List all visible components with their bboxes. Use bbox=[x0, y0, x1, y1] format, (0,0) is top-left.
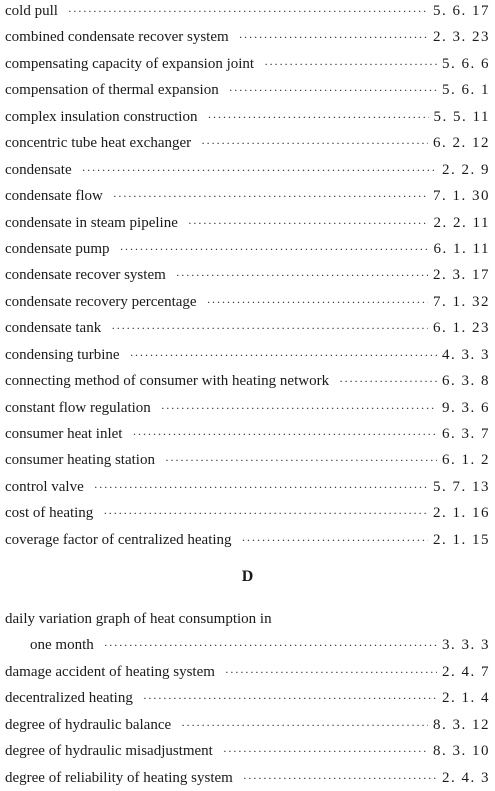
index-term: condensate bbox=[5, 161, 72, 178]
index-entry bbox=[5, 0, 490, 24]
dot-leader bbox=[188, 210, 429, 236]
index-entry bbox=[5, 474, 490, 500]
index-entry bbox=[5, 183, 490, 209]
index-ref: 6. 3. 8 bbox=[442, 373, 490, 390]
index-term: control valve bbox=[5, 478, 84, 495]
index-ref: 4. 3. 3 bbox=[442, 346, 490, 363]
index-ref: 2. 2. 9 bbox=[442, 161, 490, 178]
index-term: daily variation graph of heat consumption in bbox=[5, 611, 272, 627]
index-term: degree of hydraulic misadjustment bbox=[5, 743, 213, 760]
index-entry bbox=[5, 24, 490, 50]
index-term: connecting method of consumer with heating network bbox=[5, 373, 330, 390]
dot-leader bbox=[103, 500, 428, 526]
dot-leader bbox=[130, 342, 437, 368]
index-term: condensate flow bbox=[5, 188, 103, 205]
index-ref: 6. 3. 7 bbox=[442, 426, 490, 442]
index-entry bbox=[5, 51, 490, 77]
index-entry bbox=[5, 395, 490, 421]
index-ref: 5. 5. 11 bbox=[433, 108, 490, 125]
dot-leader bbox=[207, 289, 428, 315]
index-ref: 9. 3. 6 bbox=[442, 399, 490, 416]
index-ref: 5. 7. 13 bbox=[433, 478, 490, 495]
dot-leader bbox=[113, 183, 428, 209]
index-term: combined condensate recover system bbox=[5, 29, 229, 46]
index-term: compensation of thermal expansion bbox=[5, 82, 219, 99]
index-ref: 8. 3. 10 bbox=[433, 743, 490, 760]
index-term: degree of hydraulic balance bbox=[5, 716, 172, 733]
index-ref: 3. 3. 3 bbox=[442, 637, 490, 654]
dot-leader bbox=[229, 77, 437, 103]
index-ref: 8. 3. 12 bbox=[433, 716, 490, 733]
dot-leader bbox=[161, 395, 437, 421]
index-term: coverage factor of centralized heating bbox=[5, 531, 232, 548]
index-ref: 7. 1. 32 bbox=[433, 293, 490, 310]
index-entry bbox=[5, 130, 490, 156]
dot-leader bbox=[243, 765, 437, 791]
dot-leader bbox=[104, 632, 437, 658]
index-ref: 6. 1. 11 bbox=[433, 240, 490, 257]
index-term: condensate recover system bbox=[5, 267, 166, 284]
index-term: constant flow regulation bbox=[5, 399, 151, 416]
index-entry bbox=[5, 157, 490, 183]
index-entry bbox=[5, 421, 490, 447]
dot-leader bbox=[165, 447, 437, 473]
index-ref: 5. 6. 6 bbox=[442, 55, 490, 72]
index-entry bbox=[5, 104, 490, 130]
index-ref: 7. 1. 30 bbox=[433, 188, 490, 205]
index-term: cold pull bbox=[5, 3, 58, 19]
index-entry bbox=[5, 210, 490, 236]
index-term: one month bbox=[30, 637, 94, 654]
index-term: compensating capacity of expansion joint bbox=[5, 55, 255, 72]
section-letter-heading: D bbox=[241, 568, 254, 585]
dot-leader bbox=[132, 421, 437, 447]
index-entry bbox=[5, 659, 490, 685]
index-term: condensate recovery percentage bbox=[5, 293, 197, 310]
index-ref: 6. 2. 12 bbox=[433, 135, 490, 152]
index-entry bbox=[5, 236, 490, 262]
index-ref: 2. 1. 4 bbox=[442, 690, 490, 707]
dot-leader bbox=[242, 527, 428, 553]
index-term: degree of reliability of heating system bbox=[5, 769, 233, 786]
dot-leader bbox=[120, 236, 429, 262]
index-term: decentralized heating bbox=[5, 690, 133, 707]
index-term: concentric tube heat exchanger bbox=[5, 135, 192, 152]
index-entry bbox=[5, 289, 490, 315]
dot-leader bbox=[143, 685, 437, 711]
dot-leader bbox=[264, 51, 437, 77]
index-entry bbox=[5, 738, 490, 764]
dot-leader bbox=[201, 130, 428, 156]
dot-leader bbox=[339, 368, 437, 394]
dot-leader bbox=[111, 315, 428, 341]
dot-leader bbox=[181, 712, 428, 738]
index-entry bbox=[5, 315, 490, 341]
index-ref: 2. 3. 17 bbox=[433, 267, 490, 284]
index-ref: 5. 6. 17 bbox=[433, 3, 490, 19]
index-ref: 2. 3. 23 bbox=[433, 29, 490, 46]
index-term: cost of heating bbox=[5, 505, 94, 522]
index-list-c bbox=[5, 0, 490, 553]
index-ref: 2. 1. 16 bbox=[433, 505, 490, 522]
index-entry bbox=[5, 77, 490, 103]
index-ref: 6. 1. 23 bbox=[433, 320, 490, 337]
index-term: condensate pump bbox=[5, 240, 110, 257]
index-term: damage accident of heating system bbox=[5, 663, 215, 680]
dot-leader bbox=[82, 157, 437, 183]
index-entry-continuation bbox=[5, 632, 490, 658]
index-entry bbox=[5, 765, 490, 791]
index-ref: 6. 1. 2 bbox=[442, 452, 490, 469]
index-list-d bbox=[5, 606, 490, 791]
index-term: consumer heat inlet bbox=[5, 426, 123, 442]
dot-leader bbox=[176, 262, 428, 288]
index-entry bbox=[5, 606, 490, 632]
index-entry bbox=[5, 368, 490, 394]
index-ref: 2. 2. 11 bbox=[433, 214, 490, 231]
index-term: condensing turbine bbox=[5, 346, 120, 363]
index-entry bbox=[5, 262, 490, 288]
index-entry bbox=[5, 527, 490, 553]
index-ref: 2. 1. 15 bbox=[433, 531, 490, 548]
dot-leader bbox=[207, 104, 428, 130]
index-entry bbox=[5, 447, 490, 473]
index-entry bbox=[5, 685, 490, 711]
dot-leader bbox=[239, 24, 428, 50]
index-entry bbox=[5, 342, 490, 368]
index-entry bbox=[5, 500, 490, 526]
index-ref: 2. 4. 3 bbox=[442, 769, 490, 786]
dot-leader bbox=[94, 474, 428, 500]
index-term: condensate tank bbox=[5, 320, 102, 337]
index-term: consumer heating station bbox=[5, 452, 155, 469]
dot-leader bbox=[68, 0, 428, 24]
index-ref: 2. 4. 7 bbox=[442, 663, 490, 680]
index-term: condensate in steam pipeline bbox=[5, 214, 178, 231]
index-term: complex insulation construction bbox=[5, 108, 198, 125]
dot-leader bbox=[223, 738, 428, 764]
index-entry bbox=[5, 712, 490, 738]
index-ref: 5. 6. 1 bbox=[442, 82, 490, 99]
dot-leader bbox=[225, 659, 437, 685]
